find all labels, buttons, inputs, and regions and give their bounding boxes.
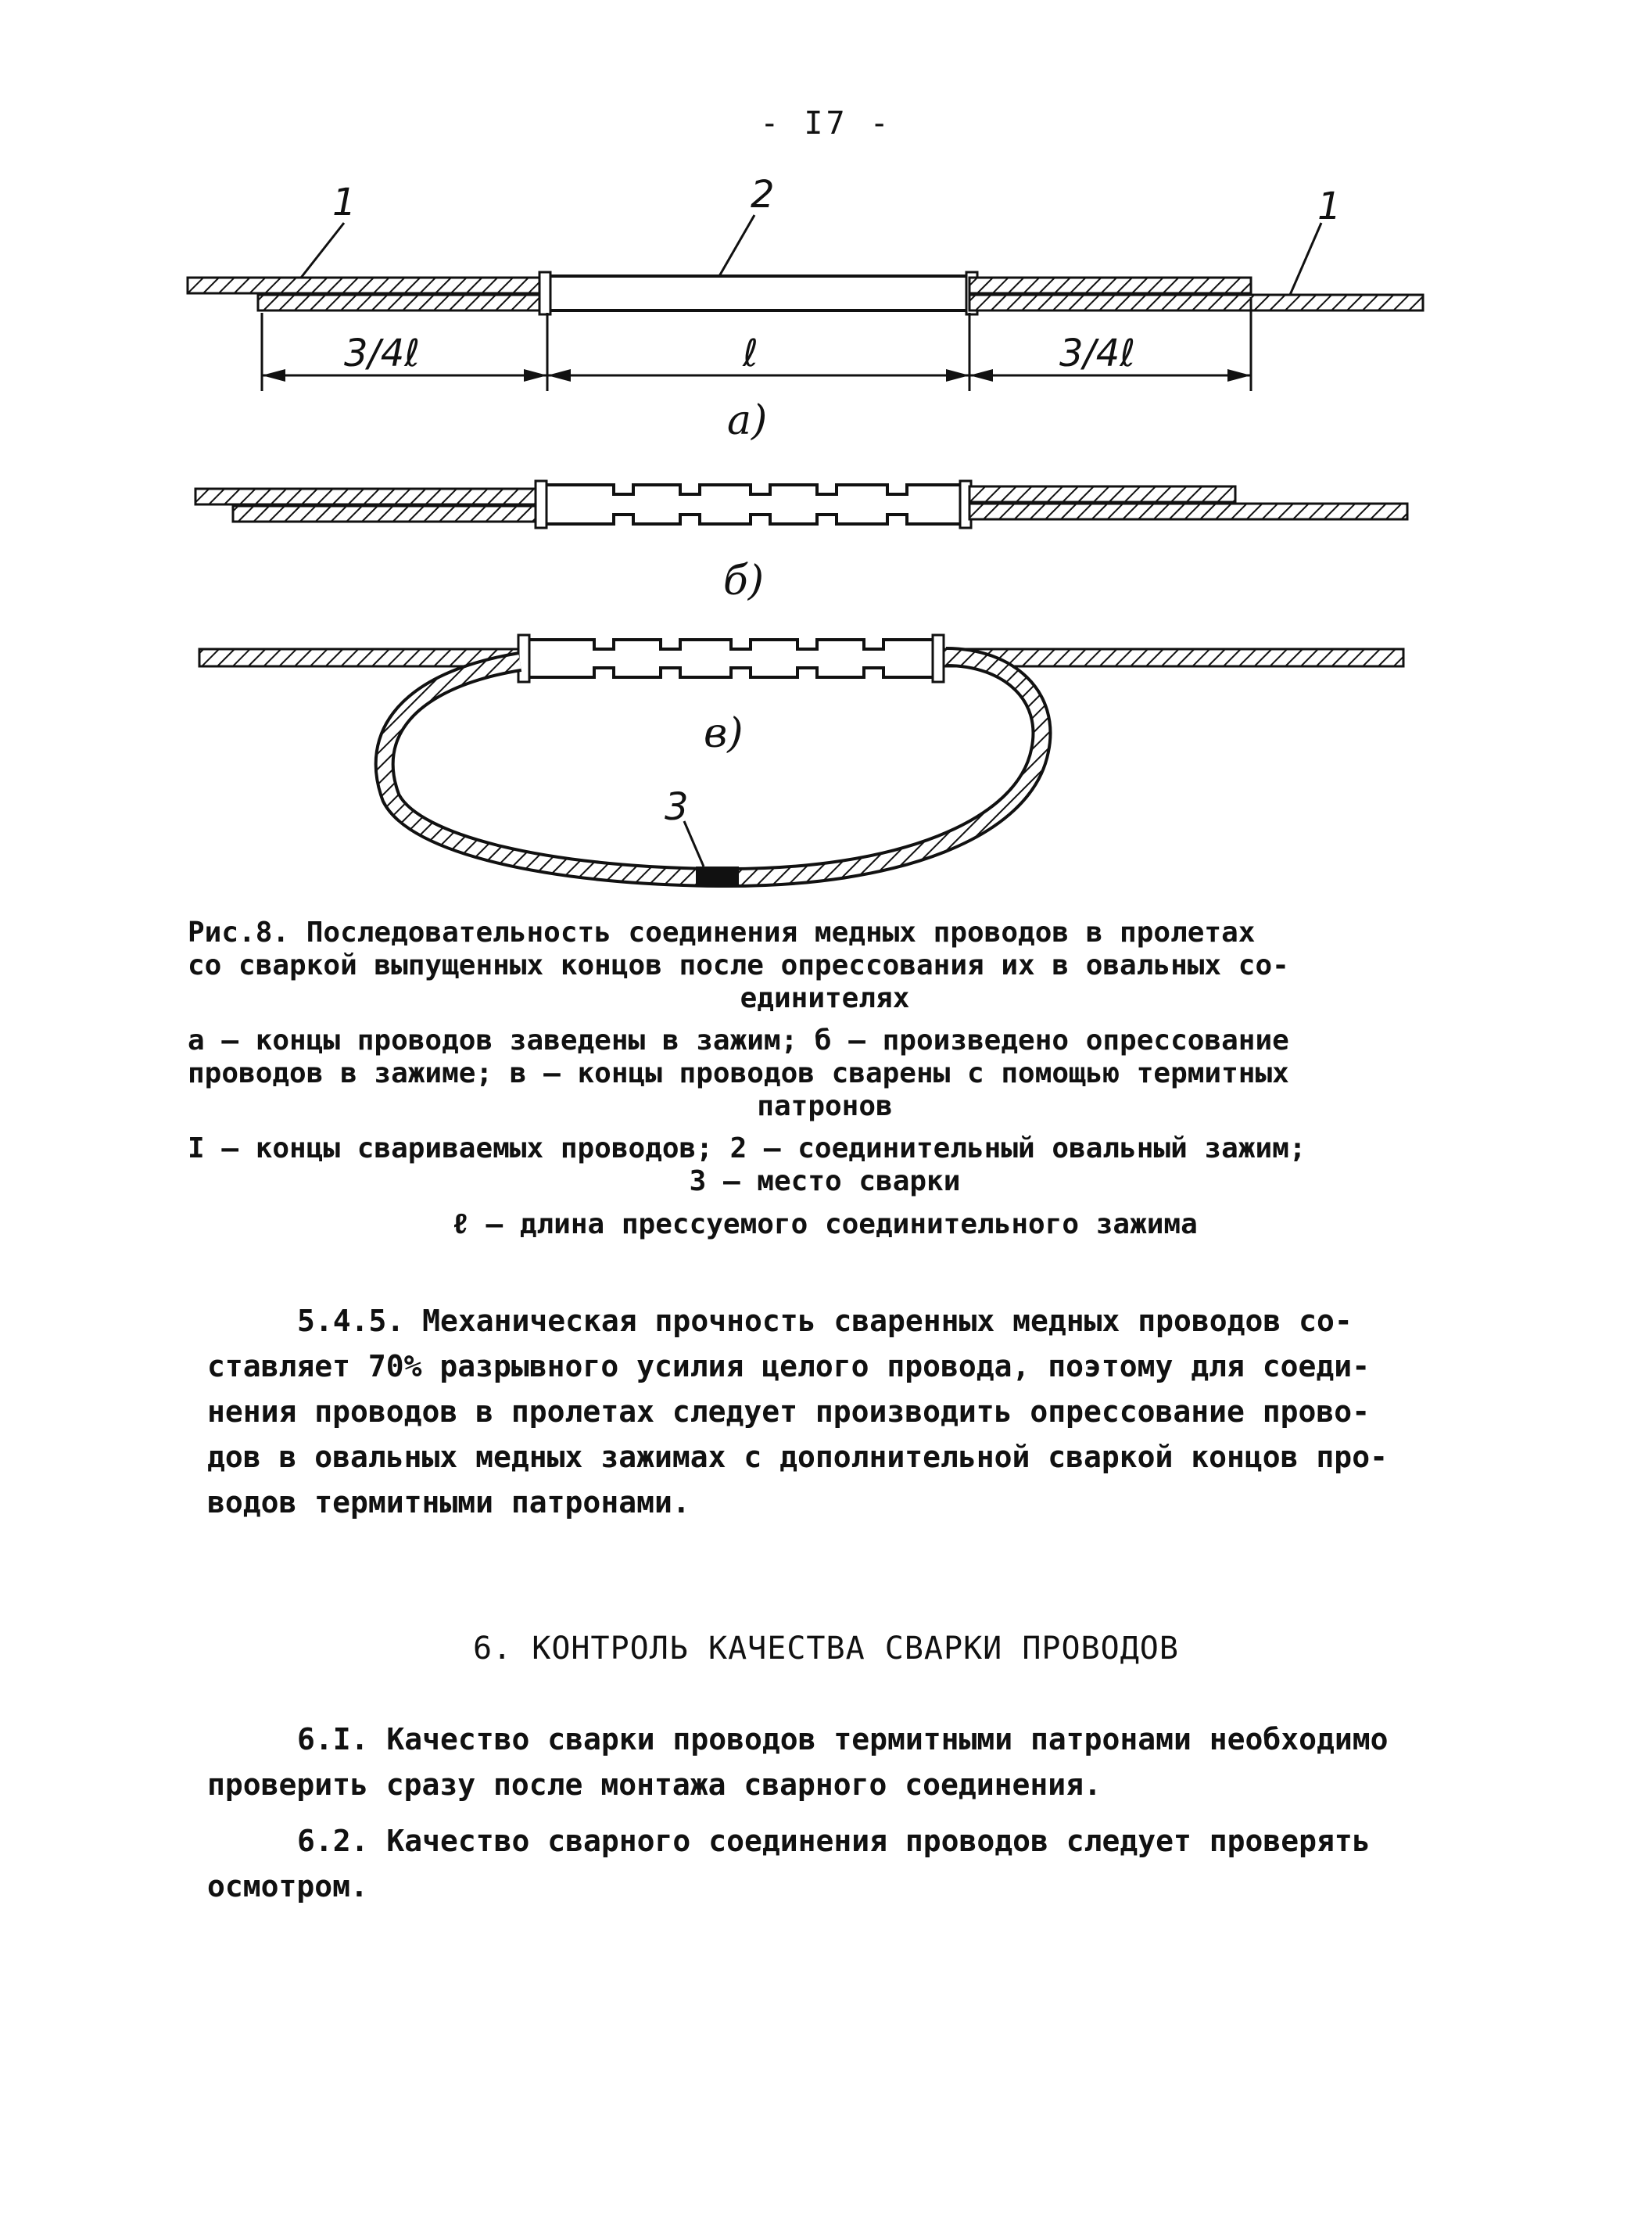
caption-line: единителях <box>740 982 910 1014</box>
paragraph-line: 6.I. Качество сварки проводов термитными патронами необходимо <box>297 1722 1389 1756</box>
subfigure-b <box>195 481 1407 605</box>
paragraph-line: нения проводов в пролетах следует производить опрессование прово- <box>207 1394 1371 1429</box>
figure-legend-labels <box>188 1132 1462 1198</box>
crimped-clamp-v <box>528 640 934 677</box>
subfigure-v <box>199 635 1403 887</box>
paragraph-line: водов термитными патронами. <box>207 1485 690 1520</box>
dim-right: 3/4ℓ <box>1059 332 1136 375</box>
wire-right-top-b <box>969 486 1235 502</box>
legend-line: патронов <box>757 1090 893 1122</box>
paragraph-6-1 <box>207 1717 1458 1807</box>
wire-left-bottom-b <box>233 506 543 522</box>
wire-right-top <box>969 278 1251 293</box>
paragraph-line: дов в овальных медных зажимах с дополнительной сваркой концов про- <box>207 1440 1388 1474</box>
subfigure-v-label: в) <box>704 710 744 757</box>
paragraph-5-4-5 <box>207 1298 1458 1525</box>
wire-left-bottom <box>258 295 547 310</box>
paragraph-line: проверить сразу после монтажа сварного соединения. <box>207 1767 1102 1802</box>
wire-right-bottom <box>969 295 1423 310</box>
paragraph-line: 5.4.5. Механическая прочность сваренных медных проводов со- <box>297 1304 1353 1338</box>
figure-legend-subfigures <box>188 1024 1462 1123</box>
legend-line: проводов в зажиме; в – концы проводов сварены с помощью термитных <box>188 1057 1289 1089</box>
label-1-left: 1 <box>332 181 357 224</box>
legend-line: 3 – место сварки <box>689 1165 961 1197</box>
page-number: - I7 - <box>760 106 892 142</box>
label-3: 3 <box>665 785 689 829</box>
caption-line: Рис.8. Последовательность соединения медных проводов в пролетах <box>188 917 1256 949</box>
wire-right-bottom-b <box>969 504 1407 519</box>
paragraph-line: 6.2. Качество сварного соединения проводов следует проверять <box>297 1824 1371 1858</box>
connector-clamp <box>547 276 969 310</box>
figure-8-wire-joining-diagram <box>0 0 1652 892</box>
label-1-right: 1 <box>1317 185 1342 228</box>
section-heading: 6. КОНТРОЛЬ КАЧЕСТВА СВАРКИ ПРОВОДОВ <box>473 1631 1179 1667</box>
subfigure-b-label: б) <box>723 558 765 605</box>
legend-line: а – концы проводов заведены в зажим; б – произведено опрессование <box>188 1024 1289 1057</box>
paragraph-6-2 <box>207 1818 1458 1909</box>
subfigure-a <box>188 173 1423 444</box>
label-2: 2 <box>751 173 775 217</box>
subfigure-a-label: а) <box>727 397 768 444</box>
wire-left-top <box>188 278 547 293</box>
legend-line: I – концы свариваемых проводов; 2 – соединительный овальный зажим; <box>188 1132 1306 1164</box>
legend-line: ℓ – длина прессуемого соединительного зажима <box>452 1208 1198 1240</box>
figure-caption <box>188 917 1462 1015</box>
weld-spot <box>696 867 739 887</box>
paragraph-line: ставляет 70% разрывного усилия целого провода, поэтому для соеди- <box>207 1349 1371 1383</box>
figure-legend-length <box>188 1208 1462 1241</box>
paragraph-line: осмотром. <box>207 1869 368 1904</box>
wire-left-top-b <box>195 489 543 504</box>
caption-line: со сваркой выпущенных концов после опрессования их в овальных со- <box>188 949 1289 981</box>
crimped-clamp-b <box>543 485 962 524</box>
dim-left: 3/4ℓ <box>344 332 421 375</box>
dim-center: ℓ <box>743 332 758 375</box>
